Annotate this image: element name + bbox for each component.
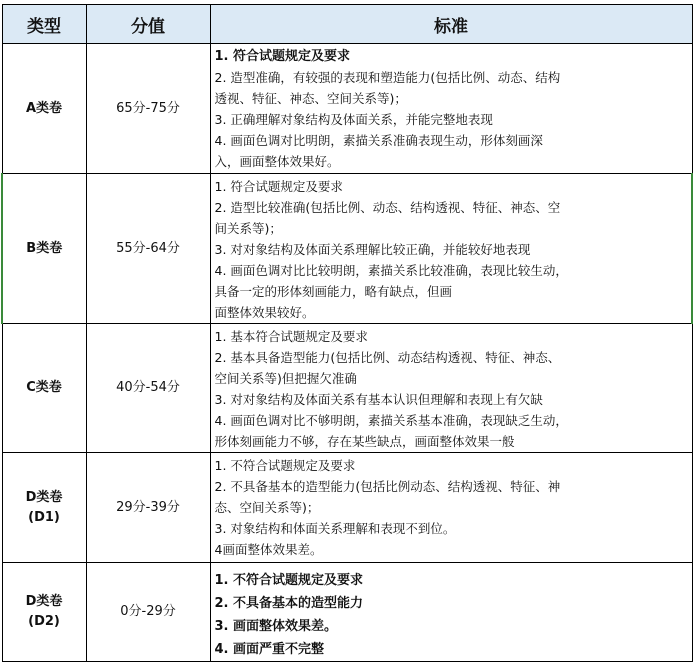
standard-line: 4. 画面严重不完整 <box>214 642 325 657</box>
standard-line: 间关系等)； <box>214 221 282 236</box>
standard-line: 空间关系等)但把握欠准确 <box>214 371 357 386</box>
score-cell: 40分-54分 <box>86 324 210 453</box>
standard-line: 透视、特征、神态、空间关系等)； <box>214 91 407 106</box>
standard-cell <box>210 563 692 662</box>
standard-line: 4画面整体效果差。 <box>214 542 323 557</box>
standard-line: 3. 对象结构和体面关系理解和表现不到位。 <box>214 521 456 536</box>
standard-line: 2. 基本具备造型能力(包括比例、动态结构透视、特征、神态、 <box>214 350 561 365</box>
standard-line: 1. 基本符合试题规定及要求 <box>214 329 368 344</box>
type-cell <box>2 563 86 662</box>
table-row-a <box>2 44 692 174</box>
table-row-d2 <box>2 563 692 662</box>
header-standard: 标准 <box>210 5 692 44</box>
standard-cell <box>210 324 692 453</box>
table-row-c <box>2 324 692 453</box>
type-label: C类卷 <box>26 380 62 395</box>
standard-line: 1. 符合试题规定及要求 <box>214 179 343 194</box>
score-cell: 65分-75分 <box>86 44 210 174</box>
type-sublabel: (D2) <box>28 614 60 629</box>
standard-line: 态、空间关系等)； <box>214 500 320 515</box>
table-row-b <box>2 174 692 324</box>
standard-line: 3. 画面整体效果差。 <box>214 619 338 634</box>
standard-line: 1. 符合试题规定及要求 <box>214 49 351 64</box>
type-sublabel: (D1) <box>28 509 60 525</box>
standard-line: 2. 造型准确，有较强的表现和塑造能力(包括比例、动态、结构 <box>214 70 561 85</box>
standard-line: 2. 不具备基本的造型能力(包括比例动态、结构透视、特征、神 <box>214 479 561 494</box>
score-cell: 55分-64分 <box>86 174 210 324</box>
type-label: D类卷 <box>25 594 63 609</box>
standard-line: 2. 不具备基本的造型能力 <box>214 596 364 611</box>
standard-cell <box>210 453 692 563</box>
standard-line: 具备一定的形体刻画能力，略有缺点，但画 <box>214 284 453 299</box>
standard-line: 4. 画面色调对比不够明朗，素描关系基本准确，表现缺乏生动， <box>214 413 568 428</box>
standard-line: 2. 造型比较准确(包括比例、动态、结构透视、特征、神态、空 <box>214 200 561 215</box>
standard-line: 3. 正确理解对象结构及体面关系，并能完整地表现 <box>214 112 493 127</box>
standard-line: 入，画面整体效果好。 <box>214 154 340 169</box>
header-score: 分值 <box>86 5 210 44</box>
score-cell: 29分-39分 <box>86 453 210 563</box>
type-label: B类卷 <box>26 240 63 256</box>
standard-line: 3. 对对象结构及体面关系有基本认识但理解和表现上有欠缺 <box>214 392 543 407</box>
type-label: D类卷 <box>25 489 63 505</box>
type-cell <box>2 44 86 174</box>
standard-line: 4. 画面色调对比明朗，素描关系准确表现生动，形体刻画深 <box>214 133 543 148</box>
header-row <box>2 5 692 44</box>
grading-standards-table <box>1 4 693 662</box>
table-row-d1 <box>2 453 692 563</box>
type-cell <box>2 324 86 453</box>
standard-line: 4. 画面色调对比比较明朗，素描关系比较准确，表现比较生动， <box>214 263 568 278</box>
standard-line: 形体刻画能力不够，存在某些缺点，画面整体效果一般 <box>214 434 515 449</box>
standard-line: 面整体效果较好。 <box>214 305 315 320</box>
type-cell <box>2 453 86 563</box>
type-label: A类卷 <box>25 100 63 116</box>
type-cell <box>2 174 86 324</box>
standard-cell <box>210 174 692 324</box>
header-type: 类型 <box>2 5 86 44</box>
score-cell: 0分-29分 <box>86 563 210 662</box>
standard-line: 1. 不符合试题规定及要求 <box>214 573 364 588</box>
standard-line: 3. 对对象结构及体面关系理解比较正确，并能较好地表现 <box>214 242 531 257</box>
standard-line: 1. 不符合试题规定及要求 <box>214 458 356 473</box>
standard-cell <box>210 44 692 174</box>
